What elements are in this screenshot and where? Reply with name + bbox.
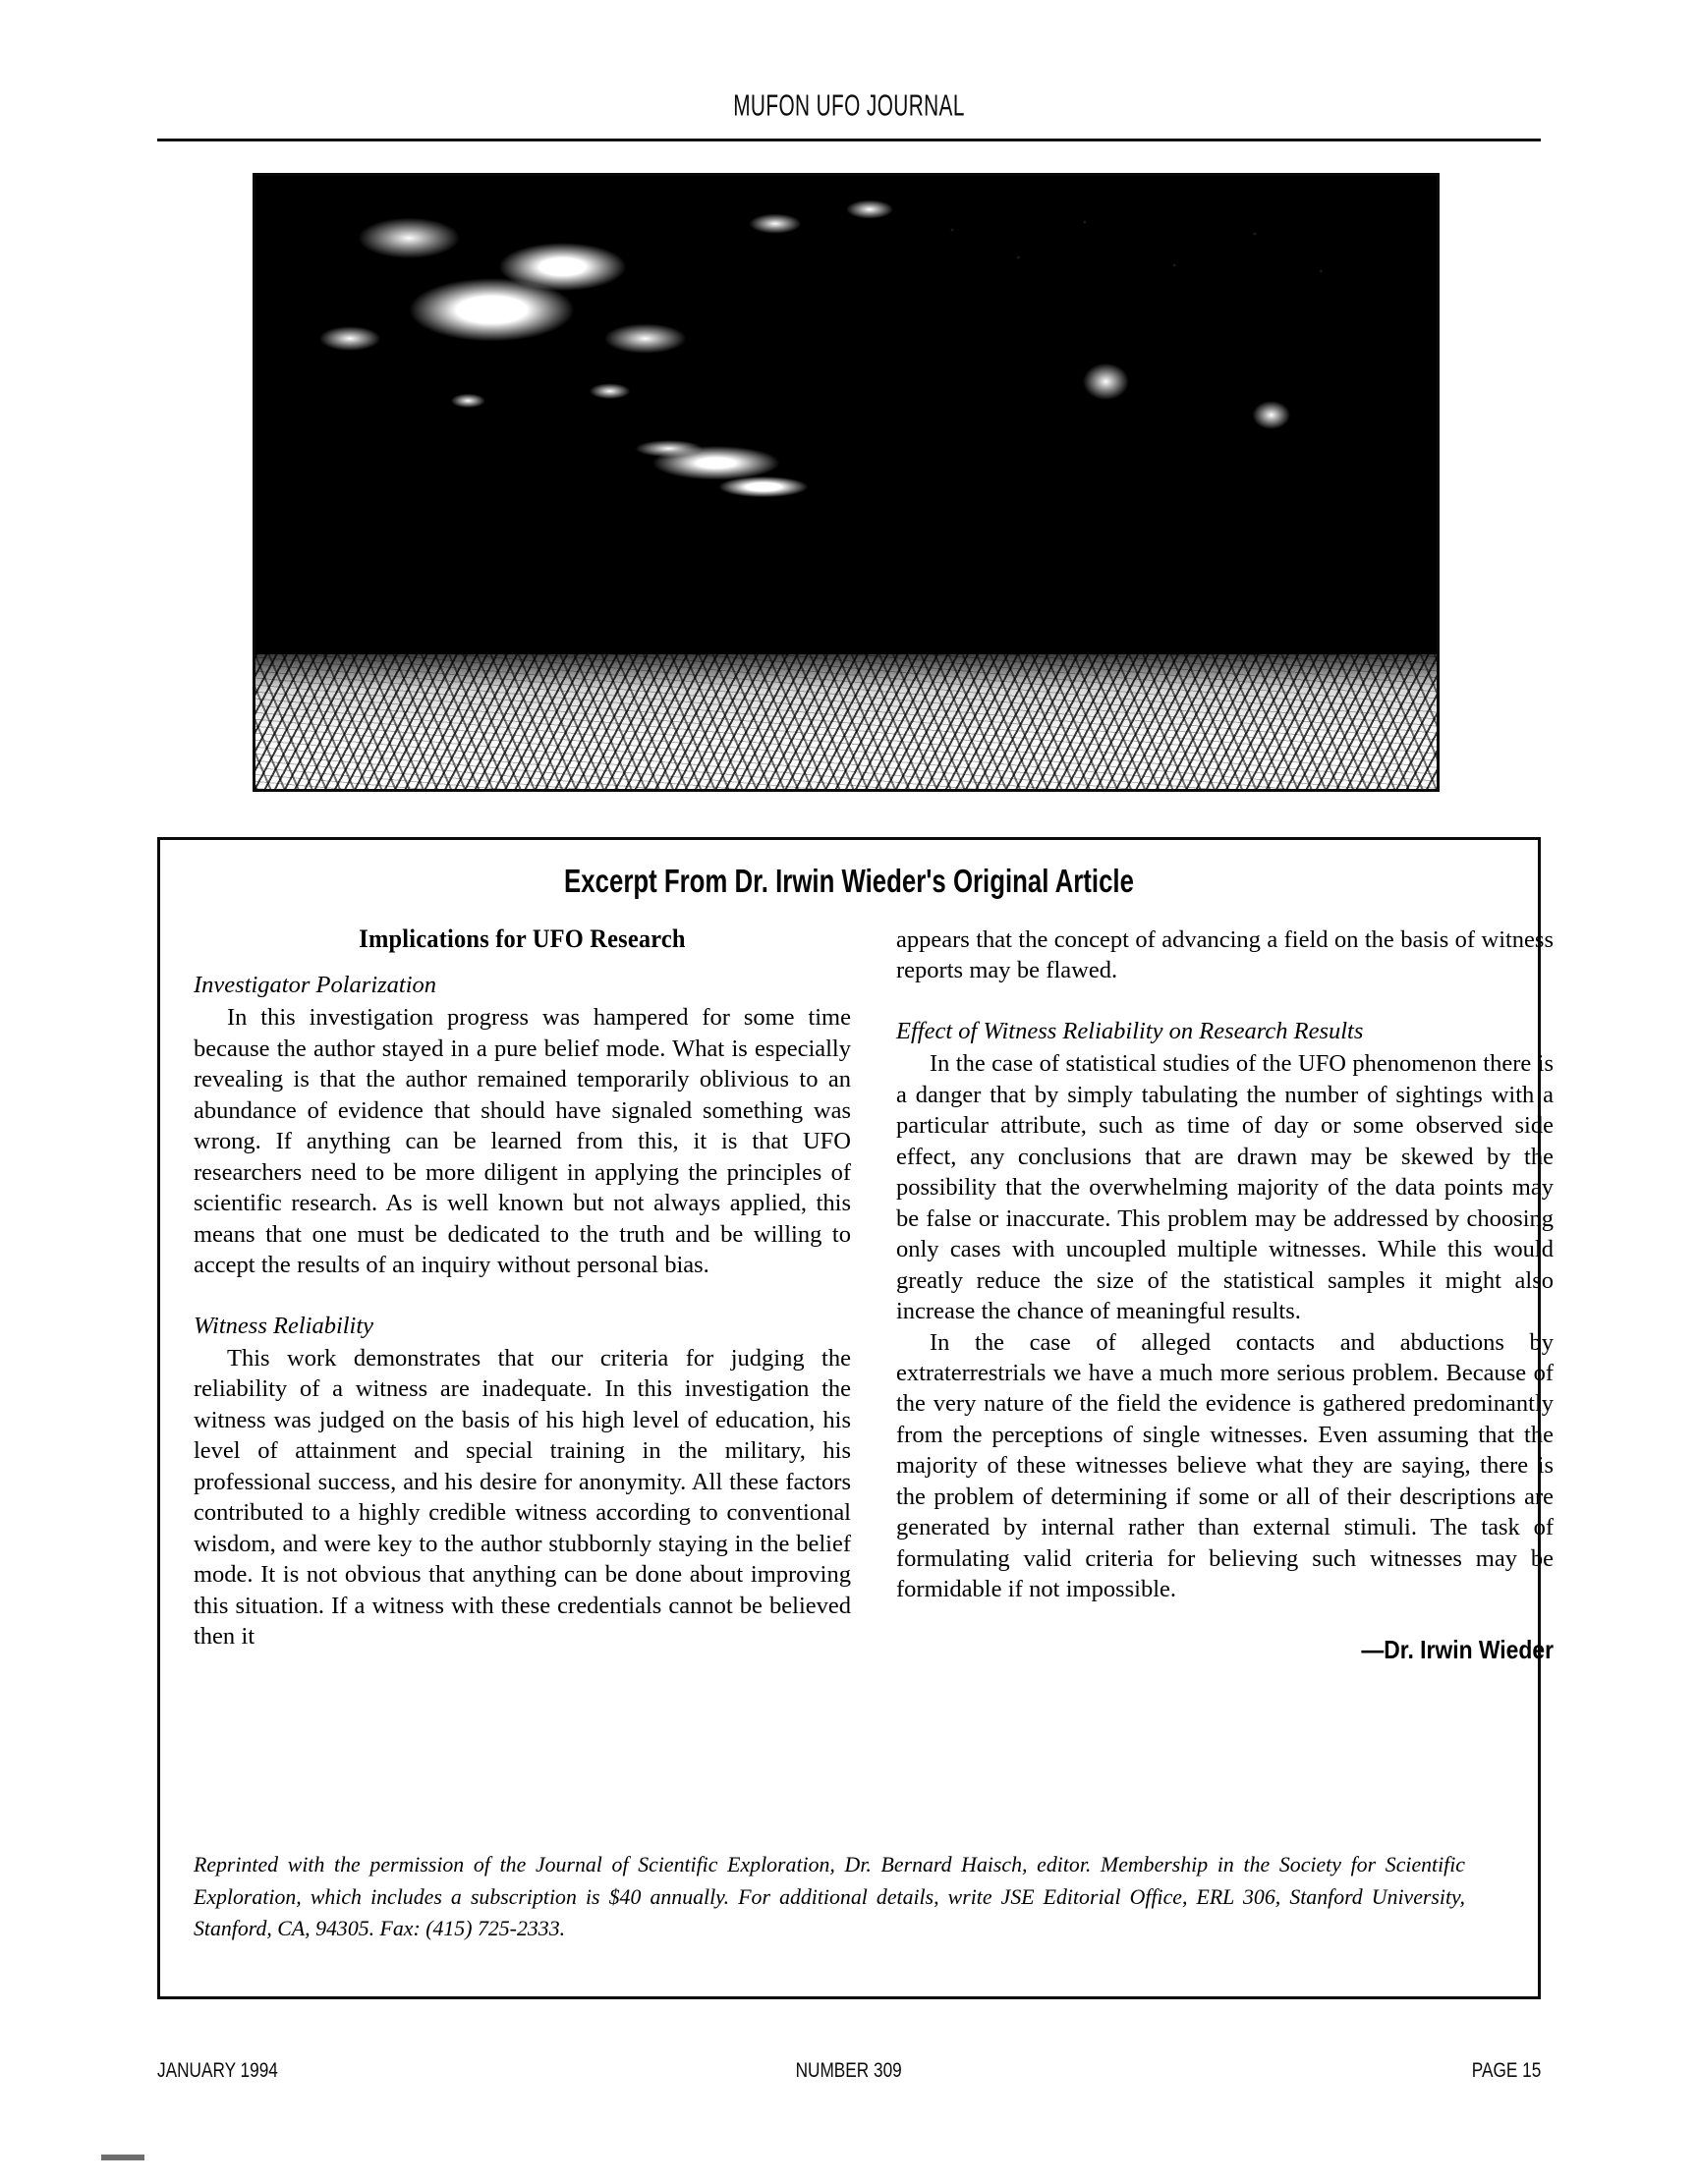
subheading-effect-of-witness-reliability: Effect of Witness Reliability on Research Results — [896, 1017, 1364, 1044]
paragraph-contacts-and-abductions: In the case of alleged contacts and abductions by extraterrestrials we have a much more serious problem. Because of the very nature of the field the evidence is gathered predominantly from the perceptions of single witnesses. Even assuming that the majority of these witnesses believe what they are saying, there is the problem of determining if some or all of their descriptions are generated by internal rather than external stimuli. The task of formulating valid criteria for believing such witnesses may be formidable if not impossible. — [896, 1328, 1554, 1603]
header-rule — [157, 139, 1541, 141]
paragraph-statistical-studies: In the case of statistical studies of the UFO phenomenon there is a danger that by simply tabulating the number of sightings with a particular attribute, such as time of day or some observed side effect, any conclusions that are drawn may be skewed by the possibility that the overwhelming majority of the data points may be false or inaccurate. This problem may be addressed by choosing only cases with uncoupled multiple witnesses. While this would greatly reduce the size of the statistical samples it might also increase the chance of meaningful results. — [896, 1050, 1554, 1325]
paragraph-witness-reliability: This work demonstrates that our criteria for judging the reliability of a witness are inadequate. In this investigation the witness was judged on the basis of his high level of education, his level of attainment and special training in the military, his professional success, and his desire for anonymity. All these factors contributed to a highly credible witness according to conventional wisdom, and were key to the author stubbornly staying in the belief mode. It is not obvious that anything can be done about improving this situation. If a witness with these credentials cannot be believed then it — [194, 1344, 851, 1651]
page-footer — [157, 2051, 1541, 2091]
footer-issue-date: JANUARY 1994 — [157, 2059, 278, 2082]
footer-page-number: PAGE 15 — [1471, 2059, 1541, 2082]
subheading-investigator-polarization: Investigator Polarization — [194, 972, 437, 998]
photo-sky-speckle — [905, 200, 1378, 299]
article-photograph — [253, 173, 1440, 792]
excerpt-right-column — [896, 924, 1554, 1665]
page-running-head — [157, 87, 1541, 144]
photo-foreground-ground — [255, 654, 1437, 789]
reprint-credit-note: Reprinted with the permission of the Journal of Scientific Exploration, Dr. Bernard Haisch, editor. Membership in the Society for Scientific Exploration, which includes a subscription is $40 annually. For additional details, write JSE Editorial Office, ERL 306, Stanford University, Stanford, CA, 94305. Fax: (415) 725-2333. — [194, 1852, 1465, 1941]
subheading-witness-reliability: Witness Reliability — [194, 1312, 374, 1339]
scan-edge-mark — [101, 2155, 144, 2160]
paragraph-continued-from-left: appears that the concept of advancing a field on the basis of witness reports may be flawed. — [896, 926, 1554, 984]
paragraph-investigator-polarization: In this investigation progress was hampered for some time because the author stayed in a pure belief mode. What is especially revealing is that the author remained temporarily oblivious to an abundance of evidence that should have signaled something was wrong. If anything can be learned from this, it is that UFO researchers need to be more diligent in applying the principles of scientific research. As is well known but not always applied, this means that one must be dedicated to the truth and be willing to accept the results of an inquiry without personal bias. — [194, 1004, 851, 1279]
excerpt-left-column — [194, 924, 851, 1665]
excerpt-box-title: Excerpt From Dr. Irwin Wieder's Original Article — [564, 863, 1134, 900]
excerpt-columns — [194, 924, 1554, 1665]
section-title: Implications for UFO Research — [359, 924, 686, 953]
footer-issue-number: NUMBER 309 — [795, 2059, 903, 2082]
journal-title: MUFON UFO JOURNAL — [733, 87, 965, 123]
excerpt-box — [157, 837, 1554, 1999]
author-attribution: —Dr. Irwin Wieder — [1361, 1634, 1554, 1664]
